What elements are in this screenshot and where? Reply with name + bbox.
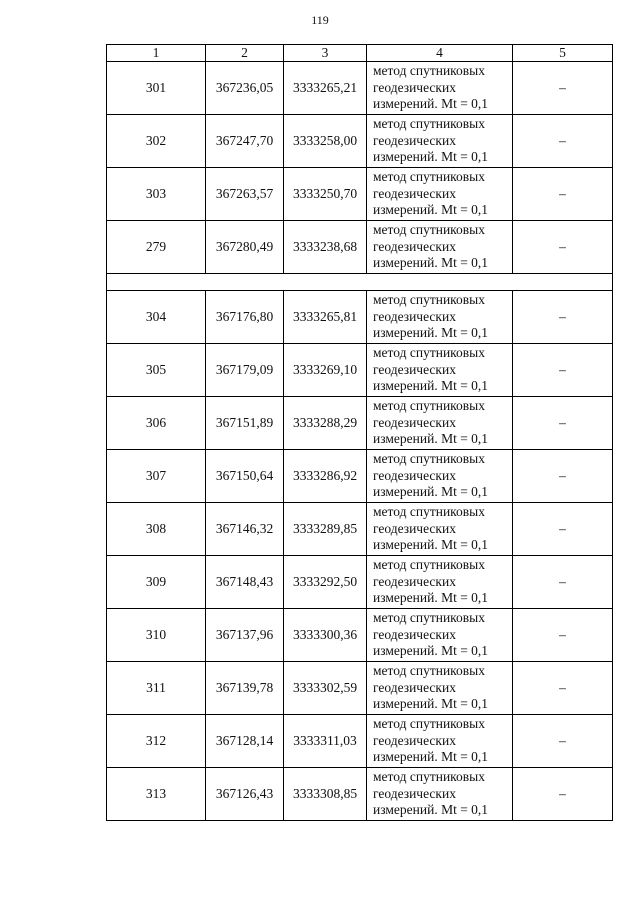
table-row [107,344,613,397]
y-coordinate-cell: 3333288,29 [284,397,367,450]
method-line: метод спутниковых [373,451,485,467]
method-line: геодезических [373,308,456,324]
y-coordinate-cell: 3333302,59 [284,662,367,715]
method-line: измерений. Mt = 0,1 [373,590,489,606]
method-line: геодезических [373,414,456,430]
method-line: измерений. Mt = 0,1 [373,431,489,447]
column-5-cell: – [513,715,613,768]
method-line: метод спутниковых [373,169,485,185]
separator-cell [107,274,613,291]
method-line: геодезических [373,785,456,801]
method-cell [367,768,513,821]
method-cell [367,291,513,344]
y-coordinate-cell: 3333265,21 [284,62,367,115]
y-coordinate-cell: 3333311,03 [284,715,367,768]
point-number-cell: 308 [107,503,206,556]
y-coordinate-cell: 3333258,00 [284,115,367,168]
method-line: геодезических [373,79,456,95]
method-line: метод спутниковых [373,398,485,414]
method-cell [367,609,513,662]
separator-row [107,274,613,291]
method-line: метод спутниковых [373,116,485,132]
table-row [107,662,613,715]
method-line: геодезических [373,573,456,589]
method-cell [367,450,513,503]
method-line: измерений. Mt = 0,1 [373,537,489,553]
table-row [107,221,613,274]
header-cell: 1 [107,45,206,62]
method-line: измерений. Mt = 0,1 [373,378,489,394]
point-number-cell: 307 [107,450,206,503]
method-line: метод спутниковых [373,663,485,679]
method-line: метод спутниковых [373,63,485,79]
method-line: измерений. Mt = 0,1 [373,96,489,112]
method-line: геодезических [373,361,456,377]
method-line: измерений. Mt = 0,1 [373,484,489,500]
y-coordinate-cell: 3333250,70 [284,168,367,221]
table-row [107,450,613,503]
method-cell [367,556,513,609]
point-number-cell: 310 [107,609,206,662]
method-cell [367,503,513,556]
header-cell: 5 [513,45,613,62]
column-5-cell: – [513,662,613,715]
column-5-cell: – [513,450,613,503]
x-coordinate-cell: 367150,64 [206,450,284,503]
y-coordinate-cell: 3333269,10 [284,344,367,397]
method-line: геодезических [373,238,456,254]
y-coordinate-cell: 3333289,85 [284,503,367,556]
column-5-cell: – [513,397,613,450]
y-coordinate-cell: 3333238,68 [284,221,367,274]
point-number-cell: 312 [107,715,206,768]
method-line: измерений. Mt = 0,1 [373,643,489,659]
point-number-cell: 305 [107,344,206,397]
y-coordinate-cell: 3333292,50 [284,556,367,609]
method-cell [367,662,513,715]
column-5-cell: – [513,768,613,821]
coordinates-table [106,44,613,821]
method-line: геодезических [373,679,456,695]
column-5-cell: – [513,556,613,609]
y-coordinate-cell: 3333308,85 [284,768,367,821]
table-row [107,556,613,609]
x-coordinate-cell: 367247,70 [206,115,284,168]
table-row [107,715,613,768]
method-cell [367,715,513,768]
table-row [107,768,613,821]
method-line: метод спутниковых [373,222,485,238]
x-coordinate-cell: 367126,43 [206,768,284,821]
method-line: метод спутниковых [373,716,485,732]
method-line: метод спутниковых [373,345,485,361]
method-line: измерений. Mt = 0,1 [373,202,489,218]
method-line: метод спутниковых [373,769,485,785]
table-row [107,609,613,662]
point-number-cell: 313 [107,768,206,821]
point-number-cell: 309 [107,556,206,609]
table-row [107,62,613,115]
point-number-cell: 302 [107,115,206,168]
column-5-cell: – [513,609,613,662]
point-number-cell: 279 [107,221,206,274]
header-cell: 3 [284,45,367,62]
method-line: геодезических [373,732,456,748]
y-coordinate-cell: 3333286,92 [284,450,367,503]
method-line: геодезических [373,185,456,201]
column-5-cell: – [513,291,613,344]
header-cell: 4 [367,45,513,62]
method-line: метод спутниковых [373,504,485,520]
method-cell [367,344,513,397]
method-line: метод спутниковых [373,292,485,308]
x-coordinate-cell: 367137,96 [206,609,284,662]
x-coordinate-cell: 367236,05 [206,62,284,115]
point-number-cell: 306 [107,397,206,450]
y-coordinate-cell: 3333300,36 [284,609,367,662]
method-cell [367,62,513,115]
method-cell [367,397,513,450]
x-coordinate-cell: 367139,78 [206,662,284,715]
y-coordinate-cell: 3333265,81 [284,291,367,344]
page-number: 119 [311,13,329,27]
method-line: геодезических [373,520,456,536]
method-cell [367,221,513,274]
method-line: измерений. Mt = 0,1 [373,255,489,271]
method-line: геодезических [373,626,456,642]
column-5-cell: – [513,62,613,115]
coordinates-table-body [107,45,613,821]
x-coordinate-cell: 367179,09 [206,344,284,397]
method-line: измерений. Mt = 0,1 [373,149,489,165]
method-line: метод спутниковых [373,610,485,626]
method-line: метод спутниковых [373,557,485,573]
column-5-cell: – [513,115,613,168]
x-coordinate-cell: 367146,32 [206,503,284,556]
method-cell [367,168,513,221]
column-5-cell: – [513,168,613,221]
method-line: измерений. Mt = 0,1 [373,802,489,818]
table-row [107,115,613,168]
x-coordinate-cell: 367176,80 [206,291,284,344]
point-number-cell: 303 [107,168,206,221]
table-row [107,168,613,221]
table-row [107,291,613,344]
x-coordinate-cell: 367151,89 [206,397,284,450]
column-5-cell: – [513,503,613,556]
method-line: измерений. Mt = 0,1 [373,749,489,765]
point-number-cell: 304 [107,291,206,344]
x-coordinate-cell: 367148,43 [206,556,284,609]
column-5-cell: – [513,344,613,397]
x-coordinate-cell: 367263,57 [206,168,284,221]
point-number-cell: 311 [107,662,206,715]
method-line: геодезических [373,467,456,483]
method-line: геодезических [373,132,456,148]
table-row [107,397,613,450]
x-coordinate-cell: 367280,49 [206,221,284,274]
column-5-cell: – [513,221,613,274]
header-cell: 2 [206,45,284,62]
method-line: измерений. Mt = 0,1 [373,696,489,712]
header-row [107,45,613,62]
method-line: измерений. Mt = 0,1 [373,325,489,341]
point-number-cell: 301 [107,62,206,115]
method-cell [367,115,513,168]
x-coordinate-cell: 367128,14 [206,715,284,768]
table-row [107,503,613,556]
